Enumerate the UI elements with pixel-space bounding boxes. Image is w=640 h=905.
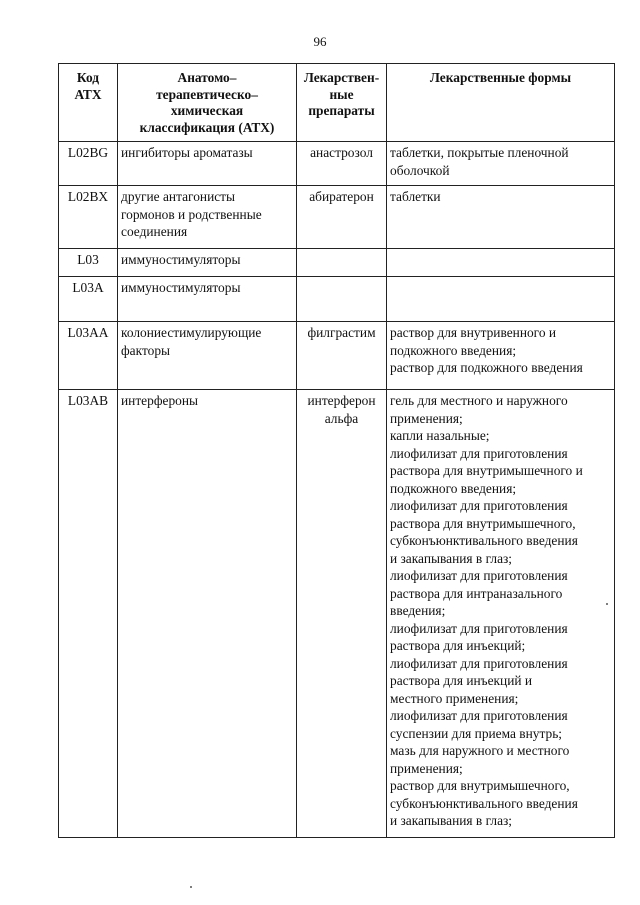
page-number: 96 (313, 34, 327, 49)
atx-code: L03 (59, 249, 118, 277)
header-classification: Анатомо– терапевтическо– химическая классификация (АТХ) (118, 64, 297, 142)
atx-classification: ингибиторы ароматазы (118, 142, 297, 186)
table-header-row (59, 64, 615, 142)
atx-code: L03AA (59, 322, 118, 390)
dosage-forms: гель для местного и наружного применения; капли назальные; лиофилизат для приготовления раствора для внутримышечного и подкожного введения; лиофилизат для приготовления раствора для внутримышечного, субконъюнктивального введения и закапывания в глаз; лиофилизат для приготовления раствора для интраназального введения; лиофилизат для приготовления раствора для инъекций; лиофилизат для приготовления раствора для инъекций и местного применения; лиофилизат для приготовления суспензии для приема внутрь; мазь для наружного и местного применения; раствор для внутримышечного, субконъюнктивального введения и закапывания в глаз; (387, 390, 615, 838)
table-row (59, 249, 615, 277)
table-row (59, 322, 615, 390)
drug-name: анастрозол (297, 142, 387, 186)
drug-name (297, 277, 387, 322)
atx-code: L02BG (59, 142, 118, 186)
header-drugs: Лекарствен- ные препараты (297, 64, 387, 142)
atx-classification: другие антагонисты гормонов и родственные соединения (118, 186, 297, 249)
table-row (59, 277, 615, 322)
dosage-forms: таблетки (387, 186, 615, 249)
dosage-forms: таблетки, покрытые пленочной оболочкой (387, 142, 615, 186)
atx-classification: колониестимулирующие факторы (118, 322, 297, 390)
drug-name (297, 249, 387, 277)
atx-classification: иммуностимуляторы (118, 249, 297, 277)
atx-code: L02BX (59, 186, 118, 249)
atx-classification: иммуностимуляторы (118, 277, 297, 322)
scan-speck (606, 603, 608, 605)
table-row (59, 142, 615, 186)
table-row (59, 390, 615, 838)
table-row (59, 186, 615, 249)
header-forms: Лекарственные формы (387, 64, 615, 142)
dosage-forms (387, 277, 615, 322)
atx-table (58, 63, 615, 838)
drug-name: интерферон альфа (297, 390, 387, 838)
header-code: Код АТХ (59, 64, 118, 142)
drug-name: абиратерон (297, 186, 387, 249)
scan-speck (190, 886, 192, 888)
dosage-forms (387, 249, 615, 277)
atx-classification: интерфероны (118, 390, 297, 838)
drug-name: филграстим (297, 322, 387, 390)
dosage-forms: раствор для внутривенного и подкожного введения; раствор для подкожного введения (387, 322, 615, 390)
atx-code: L03A (59, 277, 118, 322)
atx-code: L03AB (59, 390, 118, 838)
